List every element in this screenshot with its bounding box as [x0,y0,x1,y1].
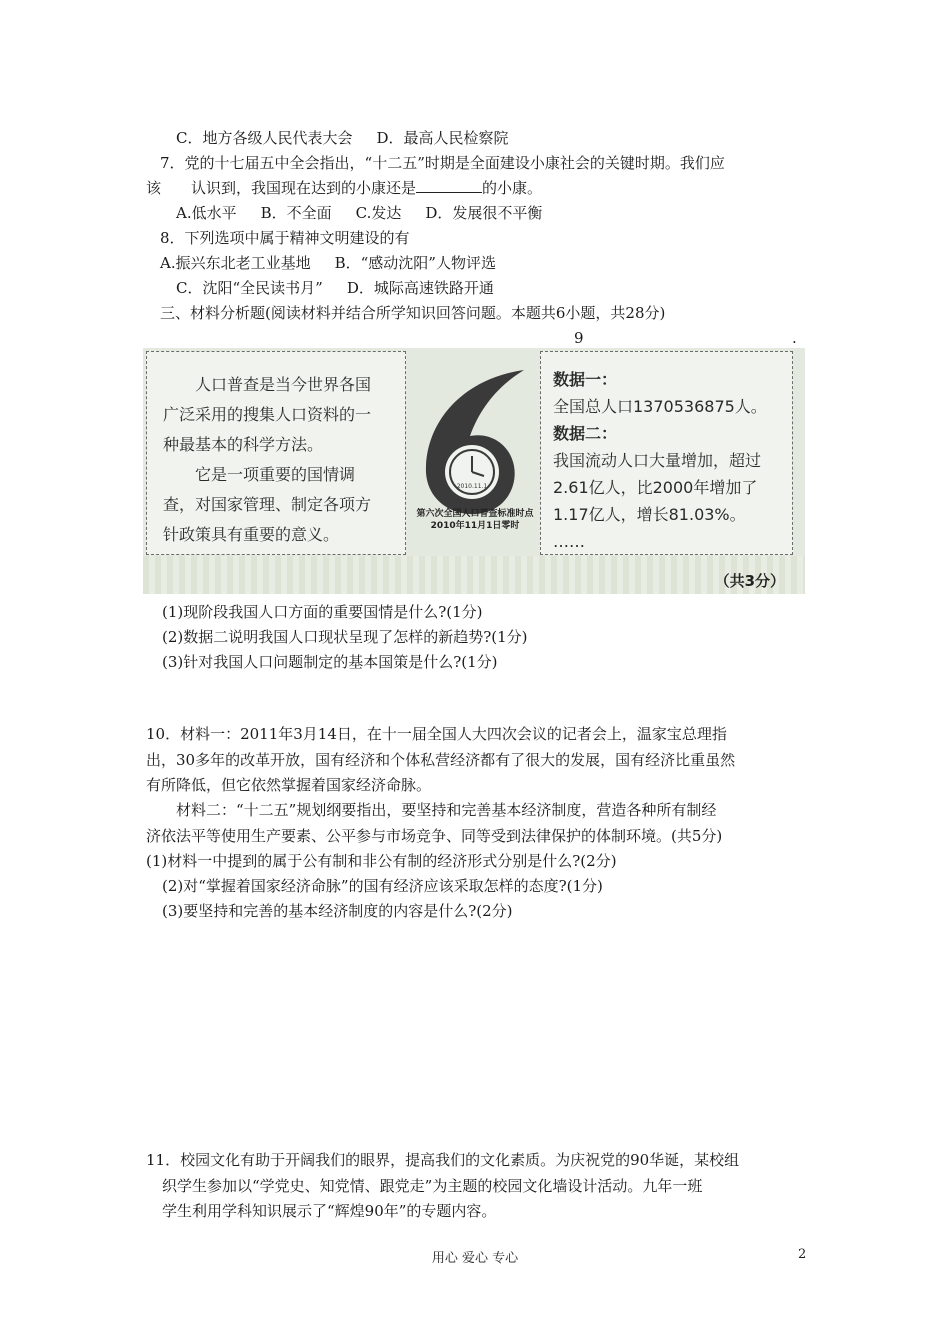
data-text-1: 全国总人口1370536875人。 [553,397,767,416]
q10-material1-line1: 10．材料一：2011年3月14日，在十一届全国人大四次会议的记者会上，温家宝总理指 [146,725,727,743]
intro-line: 广泛采用的搜集人口资料的一 [163,405,372,424]
data-line: …… [553,532,585,551]
q11-line1: 11．校园文化有助于开阔我们的眼界，提高我们的文化素质。为庆祝党的90华诞，某校组 [146,1151,740,1169]
intro-line: 种最基本的科学方法。 [163,435,324,454]
q8-options-cd [176,278,494,298]
q7-stem-line2 [146,178,542,198]
q7-stem-line2-prefix: 该 认识到，我国现在达到的小康还是 [146,179,417,197]
q10-material1-line2: 出，30多年的改革开放，国有经济和个体私营经济都有了很大的发展，国有经济比重虽然 [146,751,736,769]
q9-sub1: (1)现阶段我国人口方面的重要国情是什么?(1分) [162,603,483,621]
data-heading-1: 数据一： [553,370,618,389]
q8-option-d: D．城际高速铁路开通 [346,279,494,297]
logo-caption-line1: 第六次全国人口普查标准时点 [416,509,534,519]
q8-option-b: B．“感动沈阳”人物评选 [334,254,496,272]
answer-blank [416,178,482,193]
intro-line: 针政策具有重要的意义。 [163,525,340,544]
q9-dot: . [792,329,797,347]
page-number: 2 [798,1247,807,1262]
figure-background-stripe [143,556,805,594]
q9-number: 9 [574,329,584,347]
page-footer: 用心 爱心 专心 [431,1251,519,1266]
logo-caption-line2: 2010年11月1日零时 [430,521,520,531]
q8-stem: 8．下列选项中属于精神文明建设的有 [160,229,410,247]
q7-option-b: B．不全面 [260,204,332,222]
section3-title: 三、材料分析题(阅读材料并结合所学知识回答问题。本题共6小题，共28分) [160,304,666,322]
q8-option-c: C．沈阳“全民读书月” [176,279,323,297]
q11-line3: 学生利用学科知识展示了“辉煌90年”的专题内容。 [162,1202,497,1220]
data-heading-2: 数据二： [553,424,618,443]
intro-line: 人口普查是当今世界各国 [163,375,372,394]
q7-stem-line2-suffix: 的小康。 [482,179,543,197]
q8-option-a: A.振兴东北老工业基地 [160,254,311,272]
q10-material2-line2: 济依法平等使用生产要素、公平参与市场竞争、同等受到法律保护的体制环境。(共5分) [146,827,723,845]
data-line: 1.17亿人，增长81.03%。 [553,505,746,524]
q10-material1-line3: 有所降低，但它依然掌握着国家经济命脉。 [146,776,432,794]
q10-sub2: (2)对“掌握着国家经济命脉”的国有经济应该采取怎样的态度?(1分) [162,877,603,895]
q9-sub3: (3)针对我国人口问题制定的基本国策是什么?(1分) [162,653,498,671]
q7-option-c: C.发达 [355,204,402,222]
q6-option-d: D．最高人民检察院 [376,129,509,147]
q6-options-cd [176,128,509,148]
q7-option-a: A.低水平 [176,204,237,222]
q11-line2: 织学生参加以“学党史、知党情、跟党走”为主题的校园文化墙设计活动。九年一班 [162,1177,703,1195]
q6-option-c: C．地方各级人民代表大会 [176,129,353,147]
figure-score: （共3分） [714,572,785,590]
q8-options-ab [160,253,496,273]
data-line: 2.61亿人，比2000年增加了 [553,478,758,497]
data-line: 我国流动人口大量增加，超过 [553,451,762,470]
logo-date: 2010.11.1 [456,483,488,490]
q10-sub3: (3)要坚持和完善的基本经济制度的内容是什么?(2分) [162,902,513,920]
q9-sub2: (2)数据二说明我国人口现状呈现了怎样的新趋势?(1分) [162,628,528,646]
q10-sub1: (1)材料一中提到的属于公有制和非公有制的经济形式分别是什么?(2分) [146,852,617,870]
q7-option-d: D．发展很不平衡 [425,204,543,222]
q7-stem-line1: 7．党的十七届五中全会指出，“十二五”时期是全面建设小康社会的关键时期。我们应 [160,154,725,172]
census-data-box [540,351,793,555]
census-figure [143,348,805,594]
census-intro-box [146,351,406,555]
intro-line: 查，对国家管理、制定各项方 [163,495,372,514]
logo-caption [415,508,535,532]
intro-line: 它是一项重要的国情调 [163,465,356,484]
q10-material2-line1: 材料二：“十二五”规划纲要指出，要坚持和完善基本经济制度，营造各种所有制经 [146,801,717,819]
q7-options [176,203,542,223]
